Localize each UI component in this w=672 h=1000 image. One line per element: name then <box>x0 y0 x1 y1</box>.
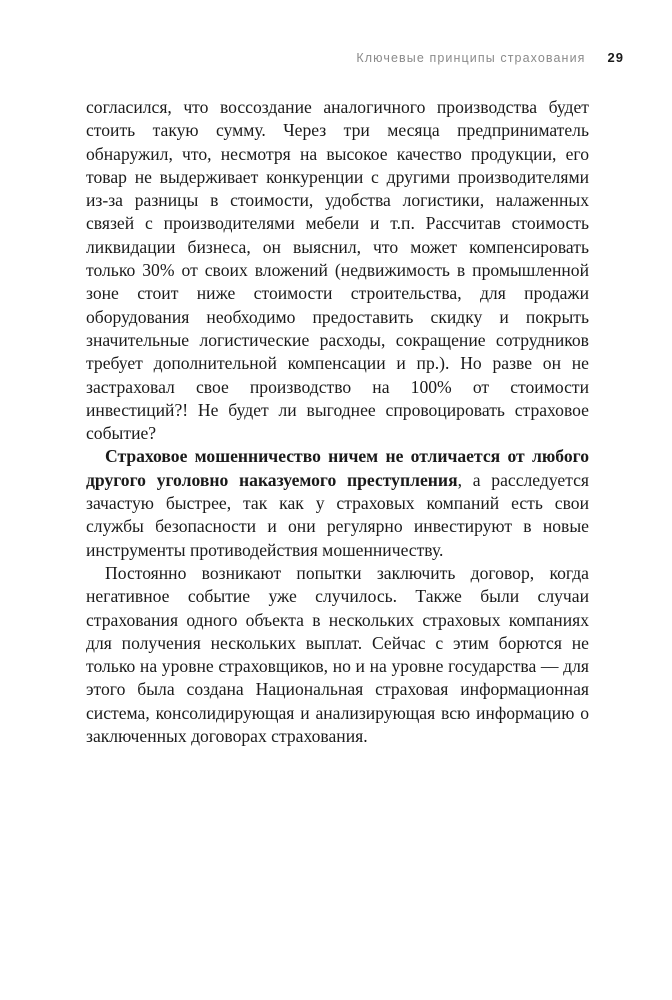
paragraph-3: Постоянно возникают попытки заключить договор, когда негативное событие уже случилось. Также были случаи страхования одного объекта в нескольких страховых компаниях для получения нескольких выплат. Сейчас с этим борются не только на уровне страховщиков, но и на уровне государства — для этого была создана Национальная страховая информационная система, консолидирующая и анализирующая всю информацию о заключенных договорах страхования. <box>86 562 589 747</box>
running-header <box>356 50 624 65</box>
paragraph-2-rest: , а расследуется зачастую быстрее, так как у страховых компаний есть свои службы безопасности и они регулярно инвестируют в новые инструменты противодействия мошенничеству. <box>86 469 589 560</box>
text-block <box>86 96 589 748</box>
paragraph-2-bold-lead: Страховое мошенничество ничем не отличается от любого другого уголовно наказуемого преступления <box>86 446 589 490</box>
paragraph-1: согласился, что воссоздание аналогичного производства будет стоить такую сумму. Через три месяца предприниматель обнаружил, что, несмотря на высокое качество продукции, его товар не выдерживает конкуренции с другими производителями из-за разницы в стоимости, удобства логистики, налаженных связей с производителями мебели и т.п. Рассчитав стоимость ликвидации бизнеса, он выяснил, что может компенсировать только 30% от своих вложений (недвижимость в промышленной зоне стоит ниже стоимости строительства, для продажи оборудования необходимо предоставить скидку и покрыть значительные логистические расходы, сокращение сотрудников требует дополнительной компенсации и пр.). Но разве он не застраховал свое производство на 100% от стоимости инвестиций?! Не будет ли выгоднее спровоцировать страховое событие? <box>86 97 589 444</box>
paragraph-2 <box>86 445 589 561</box>
page-number: 29 <box>607 50 624 65</box>
running-title: Ключевые принципы страхования <box>356 51 586 65</box>
